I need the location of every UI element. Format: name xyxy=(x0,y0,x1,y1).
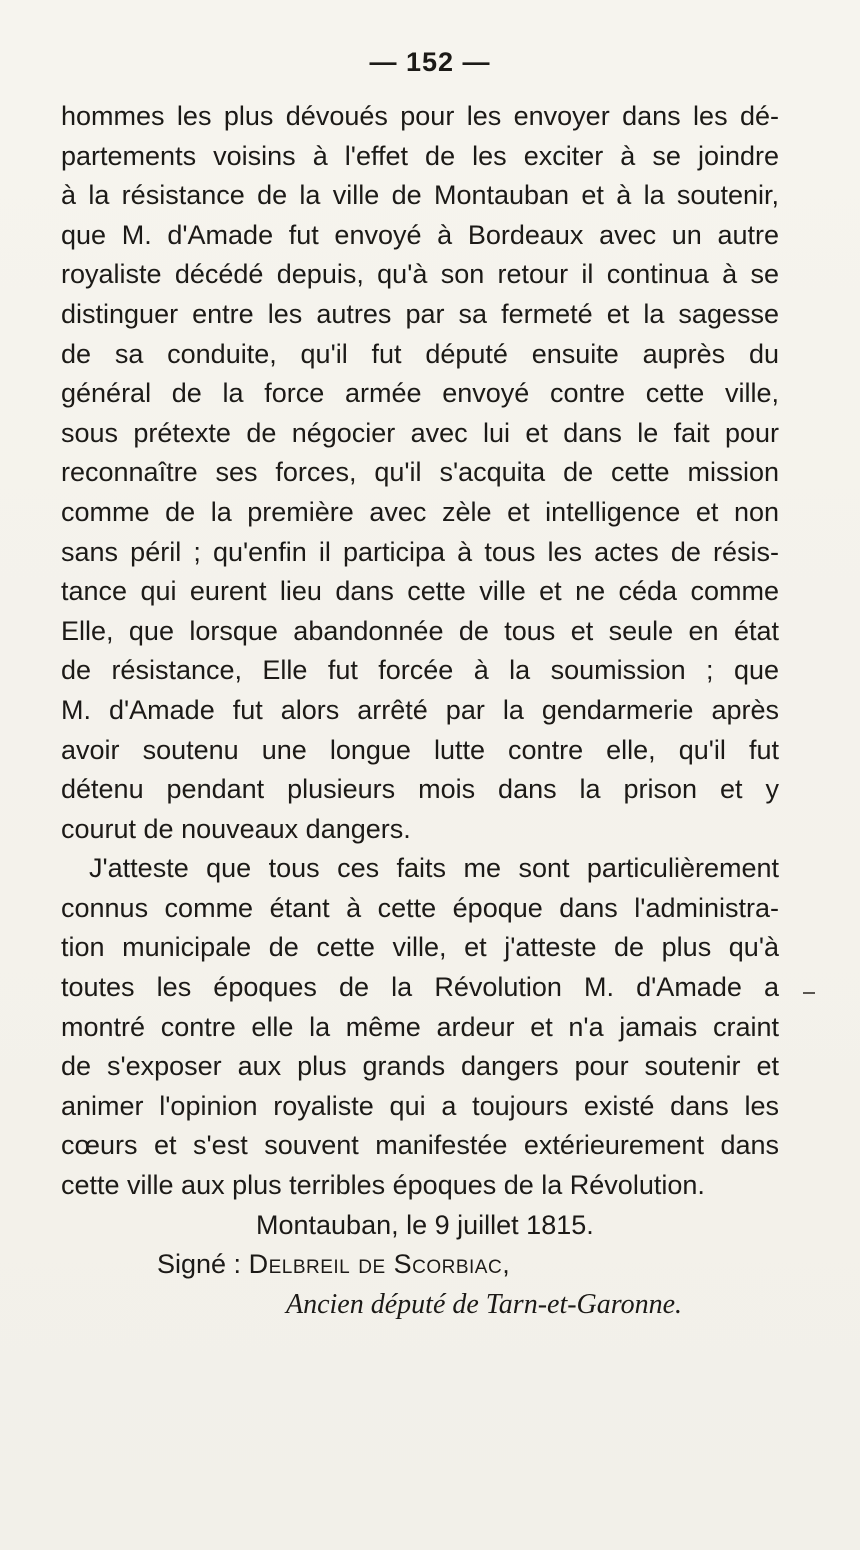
text-line: général de la force armée envoyé contre cette ville, xyxy=(61,378,779,409)
text-line: sans péril ; qu'enfin il participa à tous les actes de résis- xyxy=(61,536,779,567)
text-line: royaliste décédé depuis, qu'à son retour il continua à se xyxy=(61,259,779,290)
signature-line xyxy=(61,1245,779,1285)
text-line: tance qui eurent lieu dans cette ville et ne céda comme xyxy=(61,576,779,607)
text-line: partements voisins à l'effet de les exciter à se joindre xyxy=(61,140,779,171)
text-line: courut de nouveaux dangers. xyxy=(61,813,411,844)
signatory-name: Delbreil de Scorbiac, xyxy=(248,1249,511,1280)
text-line: avoir soutenu une longue lutte contre elle, qu'il fut xyxy=(61,734,779,765)
text-line: de sa conduite, qu'il fut député ensuite auprès du xyxy=(61,338,779,369)
text-line: sous prétexte de négocier avec lui et dans le fait pour xyxy=(61,417,779,448)
text-line: connus comme étant à cette époque dans l'administra- xyxy=(61,892,779,923)
text-line: hommes les plus dévoués pour les envoyer dans les dé- xyxy=(61,101,779,131)
text-line: cette ville aux plus terribles époques de la Révolution. xyxy=(61,1170,705,1201)
body-text xyxy=(61,97,779,1324)
text-line: Elle, que lorsque abandonnée de tous et seule en état xyxy=(61,615,779,646)
text-line: distinguer entre les autres par sa fermeté et la sagesse xyxy=(61,298,779,329)
text-line: reconnaître ses forces, qu'il s'acquita de cette mission xyxy=(61,457,779,488)
text-line: M. d'Amade fut alors arrêté par la gendarmerie après xyxy=(61,694,779,725)
text-line: détenu pendant plusieurs mois dans la prison et y xyxy=(61,774,779,805)
text-line: à la résistance de la ville de Montauban et à la soutenir, xyxy=(61,180,779,211)
paragraph-start-line: J'atteste que tous ces faits me sont particulièrement xyxy=(89,853,779,884)
text-line: toutes les époques de la Révolution M. d'Amade a xyxy=(61,972,779,1003)
text-line: que M. d'Amade fut envoyé à Bordeaux avec un autre xyxy=(61,219,779,250)
text-line: de résistance, Elle fut forcée à la soumission ; que xyxy=(61,655,779,686)
text-line: cœurs et s'est souvent manifestée extérieurement dans xyxy=(61,1130,779,1161)
margin-mark xyxy=(803,992,815,994)
text-line: animer l'opinion royaliste qui a toujours existé dans les xyxy=(61,1090,779,1121)
text-line: tion municipale de cette ville, et j'atteste de plus qu'à xyxy=(61,932,779,963)
text-line: comme de la première avec zèle et intelligence et non xyxy=(61,496,779,527)
date-line: Montauban, le 9 juillet 1815. xyxy=(256,1209,594,1240)
text-line: montré contre elle la même ardeur et n'a jamais craint xyxy=(61,1011,779,1042)
signed-label: Signé : xyxy=(157,1249,242,1280)
page-number: — 152 — xyxy=(369,47,491,77)
text-line: de s'exposer aux plus grands dangers pour soutenir et xyxy=(61,1051,779,1082)
signatory-title: Ancien député de Tarn-et-Garonne. xyxy=(286,1288,683,1320)
